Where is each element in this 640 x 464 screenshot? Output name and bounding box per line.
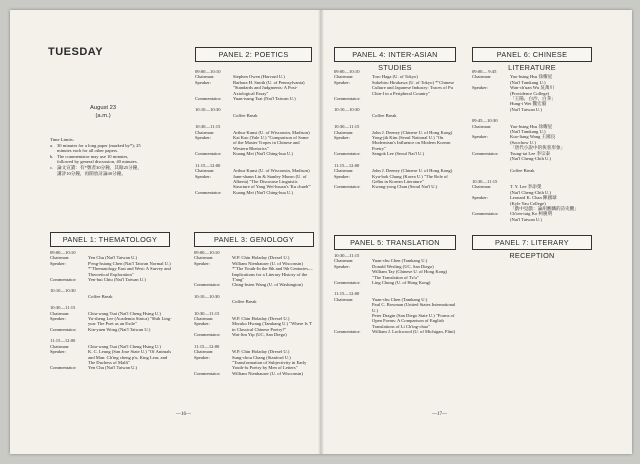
schedule-text: Kai Kao (Yale U.) "Comparison of Some of the Master Tropes in Chinese and Western Rhetorics": [233, 135, 309, 151]
schedule-text: Kwang-yong Chun (Seoul Nat'l U.): [372, 184, 438, 190]
panel-6-title: PANEL 6: CHINESE LITERATURE: [472, 47, 592, 62]
schedule-label: 10:30—11:15: [194, 310, 220, 316]
schedule-label: 10:30—11:15: [472, 178, 498, 184]
schedule-label: Chairman:: [50, 310, 70, 316]
schedule-text: Toro Haga (U. of Tokyo): [372, 74, 418, 80]
schedule-label: Speaker:: [334, 263, 351, 269]
schedule-label: Chairman:: [195, 168, 215, 174]
schedule-label: Speaker:: [195, 173, 212, 179]
schedule-text: Yuan-chu Chen (Tamkang U.): [372, 296, 428, 302]
panel-5-title: PANEL 5: TRANSLATION: [334, 235, 456, 250]
schedule-text: Chiu-wang Tsai (Nat'l Cheng Hsing U.): [88, 343, 161, 349]
schedule-label: Chairman:: [194, 316, 214, 322]
schedule-label: Speaker:: [334, 173, 351, 179]
schedule-text: Sukehiro Hirakawa (U. of Tokyo) *"Chinese Culture and Japanese Industry: Traces of Pu Chin-I in a Peripheral Country": [372, 79, 455, 96]
schedule-text: Ling Chung (U. of Hong Kong): [372, 280, 431, 286]
schedule-text: (Nat'l Taiwan U.): [510, 106, 542, 112]
schedule-label: Speaker:: [194, 354, 211, 360]
schedule-label: Commentator:: [194, 370, 221, 376]
schedule-text: [372, 96, 456, 101]
schedule-text: Barbara H. Smith (U. of Pennsylvania) "Standards and Judgments: A Post-Axiological Essay": [233, 79, 305, 96]
schedule-text: Wai-lim Yip (UC, San Diego): [232, 332, 287, 338]
schedule-label: Chairman:: [195, 129, 215, 135]
schedule-label: Speaker:: [334, 135, 351, 141]
schedule-line: [334, 280, 456, 285]
schedule-label: [194, 299, 232, 304]
schedule-label: [472, 107, 510, 112]
panel-1-schedule: [50, 250, 172, 371]
schedule-line: [334, 313, 456, 329]
schedule-line: [50, 365, 172, 370]
schedule-label: Commentator:: [50, 326, 77, 332]
schedule-label: Chairman:: [334, 168, 354, 174]
schedule-label: 11:15—12:00: [334, 162, 360, 168]
schedule-text: John J. Deeney (Chinese U. of Hong Kong): [372, 168, 453, 174]
schedule-label: 10:30—11:15: [50, 305, 76, 311]
schedule-label: [472, 168, 510, 173]
panel-3-title: PANEL 3: GENOLOGY: [194, 232, 314, 247]
schedule-text: W.P. Chin Holaday (Drexel U.): [232, 255, 290, 261]
schedule-label: Chairman:: [472, 74, 492, 80]
schedule-label: Commentator:: [334, 96, 361, 102]
schedule-line: [195, 113, 313, 118]
schedule-label: Commentator:: [50, 365, 77, 371]
time-limits-title: Time Limits:: [50, 137, 74, 142]
schedule-text: (Kyle Yau College): [510, 200, 546, 206]
schedule-label: [195, 113, 233, 118]
schedule-text: (Nat'l Taiwan U.): [510, 216, 542, 222]
schedule-label: 10:10—10:30: [50, 288, 76, 294]
schedule-line: [194, 299, 314, 304]
schedule-text: Kyu-bok Chung (Korea U.) "The Role of Gelbu in Korean Literature": [372, 173, 448, 184]
schedule-label: Commentator:: [50, 277, 77, 283]
schedule-text: Yuan-tsung Tsai (Nat'l Taiwan U.): [233, 96, 296, 102]
schedule-line: [195, 190, 313, 195]
schedule-label: Chairman:: [194, 349, 214, 355]
schedule-text: Kuang Mei (Nat'l Ching-hua U.): [233, 151, 293, 157]
schedule-line: [334, 135, 456, 151]
schedule-text: Ching-hsien Wang (U. of Washington): [232, 282, 303, 288]
schedule-label: Commentator:: [195, 189, 222, 195]
schedule-label: Commentator:: [194, 332, 221, 338]
page-number-right: —17—: [432, 412, 447, 417]
schedule-text: Sung-chou Chang (Stanford U.) "Transformation of Subjectivity in Early Youth-fu Poetry by Men of Letters": [232, 354, 307, 371]
schedule-text: P'eng-hsiang Chen (Nat'l Taiwan Normal U.): [88, 260, 171, 266]
schedule-label: Speaker:: [50, 349, 67, 355]
panel-2-title: PANEL 2: POETICS: [195, 47, 312, 62]
schedule-line: [195, 80, 313, 96]
schedule-text: Chiu-wang Tsai (Nat'l Cheng Hsing U.): [88, 310, 161, 316]
schedule-label: Speaker:: [194, 321, 211, 327]
page-number-left: —16—: [176, 412, 191, 417]
schedule-line: [472, 168, 590, 173]
schedule-text: William J. Lockwood (U. of Michigan, Flint): [372, 329, 456, 335]
panel-1-title: PANEL 1: THEMATOLOGY: [50, 232, 170, 247]
schedule-line: [334, 302, 456, 313]
schedule-label: Commentator:: [334, 151, 361, 157]
schedule-text: Peter Dragin (San Diego State U.) "Forms of Open Forms: A Comparison of English Translations of Li Ch'ing-chao": [372, 313, 455, 329]
schedule-text: William Nienhauser (U. of Wisconsin) *"The Youth-In the 8th and 9th Centuries—Implications for a Literary History of the T'ang": [232, 260, 313, 283]
schedule-text: Yen Chu (Nat'l Taiwan U.): [88, 365, 138, 371]
schedule-text: Arthur Kunst (U. of Wisconsin, Madison): [233, 129, 310, 135]
schedule-label: Commentator:: [334, 184, 361, 190]
schedule-label: Speaker:: [50, 316, 67, 322]
schedule-line: [472, 107, 590, 112]
schedule-label: [334, 302, 372, 313]
schedule-label: Speaker:: [194, 260, 211, 266]
schedule-text: Coffee Break: [233, 112, 258, 118]
schedule-line: [334, 113, 456, 118]
schedule-text: William Nienhauser (U. of Wisconsin): [232, 370, 303, 376]
panel-3-schedule: [194, 250, 314, 376]
schedule-line: [334, 80, 456, 96]
schedule-text: Coffee Break: [232, 299, 257, 305]
schedule-text: Leonard K. Chan 陳國球: [510, 195, 557, 201]
schedule-line: [50, 349, 172, 365]
time-limit-item: a. 30 minutes for a long paper (marked by*); 25 minutes each for all other papers.: [50, 142, 141, 154]
schedule-text: Kin-yuen Wong (Nat'l Taiwan U.): [88, 326, 151, 332]
schedule-text: K. C. Leung (San Jose State U.) "Of Animals and Man: Ch'ing cheng p'u, King Lear, and The Duchess of Malfi": [88, 349, 172, 365]
schedule-text: Tsung-tai Lee 李宗泰: [510, 150, 551, 156]
schedule-label: Speaker:: [195, 79, 212, 85]
schedule-label: Speaker:: [472, 134, 489, 140]
schedule-label: Chairman:: [50, 255, 70, 261]
schedule-text: Coffee Break: [372, 112, 397, 118]
time-limits: [50, 137, 142, 176]
schedule-text: Kuo-liang Wang 王國良: [510, 134, 556, 140]
schedule-label: Commentator:: [472, 211, 499, 217]
schedule-text: William Tay (Chinese U. of Hong Kong): [372, 269, 448, 275]
schedule-label: Speaker:: [50, 260, 67, 266]
schedule-text: Coffee Break: [510, 167, 535, 173]
schedule-line: [472, 156, 590, 161]
schedule-line: [195, 174, 313, 190]
schedule-label: [334, 313, 372, 329]
schedule-text: (Nat'l Cheng-Chih U.): [510, 156, 552, 162]
schedule-text: Donald Wesling (UC, San Diego): [372, 263, 434, 269]
schedule-label: [50, 266, 88, 277]
schedule-label: Speaker:: [195, 135, 212, 141]
schedule-line: [50, 294, 172, 299]
schedule-label: Commentator:: [334, 280, 361, 286]
schedule-text: Moruko Hwang (Tamkang U.) "Where Is 'I' in Classical Chinese Poetry?": [232, 321, 313, 332]
schedule-label: 09:00—10:10: [334, 69, 360, 74]
schedule-line: [195, 96, 313, 101]
schedule-line: [50, 316, 172, 327]
schedule-line: [50, 277, 172, 282]
schedule-line: [194, 371, 314, 376]
schedule-label: Chairman:: [334, 258, 354, 264]
schedule-label: Speaker:: [334, 79, 351, 85]
schedule-line: [472, 217, 590, 222]
schedule-text: John J. Deeney (Chinese U. of Hong Kong): [372, 129, 453, 135]
schedule-text: W.P. Chin Holaday (Drexel U.): [232, 316, 290, 322]
schedule-label: 10:30—11:15: [334, 124, 360, 130]
day-heading: TUESDAY: [48, 46, 104, 58]
schedule-label: Chairman:: [195, 74, 215, 80]
schedule-label: Commentator:: [472, 150, 499, 156]
schedule-label: [472, 217, 510, 222]
schedule-label: Commentator:: [195, 151, 222, 157]
schedule-text: Coffee Break: [88, 293, 113, 299]
schedule-label: [472, 156, 510, 161]
schedule-label: 11:15—12:00: [195, 162, 221, 168]
schedule-label: 10:10—10:30: [194, 293, 220, 299]
schedule-text: (Providence College): [510, 90, 550, 96]
time-limit-item: b. The commentator may use 10 minutes, followed by general discussion, 40 minutes.: [50, 153, 138, 165]
schedule-label: Chairman:: [194, 255, 214, 261]
schedule-label: 11:15—12:00: [334, 291, 360, 297]
schedule-line: [334, 329, 456, 334]
schedule-label: Chairman:: [472, 184, 492, 190]
schedule-text: Hung-i Wei 魏宏毅: [510, 101, 547, 107]
schedule-text: 「唐代小說中的俠客形象」: [510, 145, 566, 151]
schedule-text: Ch'ien-tuig Ko 柯慶明: [510, 211, 553, 217]
schedule-text: Yuan-chu Chen (Tamkang U.): [372, 258, 428, 264]
schedule-text: "The Translation of Tz'u": [372, 274, 419, 280]
schedule-text: (Nat'l Tamkang U.): [510, 79, 546, 85]
date-block: [90, 104, 116, 120]
schedule-text: Yong-jik Kim (Seoul National U.) "On Modernism's Influence on Modern Korean Poetry": [372, 135, 451, 151]
time-limit-item: c. 論文宣讀：有*號者30分鐘，其餘25分鐘，講評10分鐘，再開放討論40分鐘。: [50, 164, 142, 176]
schedule-label: Commentator:: [194, 282, 221, 288]
schedule-text: Stephen Owen (Harvard U.): [233, 74, 285, 80]
schedule-text: (Nat'l Cheng-Chih U.): [510, 189, 552, 195]
schedule-text: T. Y. Lee 李添榮: [510, 184, 542, 190]
schedule-line: [334, 174, 456, 185]
schedule-label: 10:10—10:30: [334, 107, 360, 113]
schedule-text: 「戲中見戲：論胡應麟的詩史觀」: [510, 205, 579, 211]
schedule-label: Chairman:: [334, 129, 354, 135]
panel-7-title: PANEL 7: LITERARY RECEPTION: [472, 235, 592, 250]
schedule-line: [194, 332, 314, 337]
schedule-line: [334, 151, 456, 156]
panel-2-schedule: [195, 69, 313, 195]
schedule-text: Paul C. Bowman (United States International U.): [372, 302, 456, 313]
schedule-text: Sangok Lee (Seoul Nat'l U.): [372, 151, 424, 157]
schedule-text: Jann-shann Lin & Stanley Munro (U. of Alberta) "The Discourse Linguistic Structure of Yang Wei-hsuan's 'Ku chueh'": [233, 173, 311, 190]
schedule-line: [195, 151, 313, 156]
schedule-text: Kuang Mei (Nat'l Ching-hua U.): [233, 189, 293, 195]
schedule-label: Commentator:: [195, 96, 222, 102]
schedule-text: (Soochow U.): [510, 139, 536, 145]
schedule-text: *"Thematology East and West: A Survey and Theoretical Exploration": [88, 266, 171, 277]
schedule-line: [334, 96, 456, 101]
schedule-text: Yen-hui Chiu (Nat'l Taiwan U.): [88, 277, 146, 283]
schedule-text: Yao-hsing Hsu 徐耀星: [510, 123, 553, 129]
schedule-label: Commentator:: [334, 329, 361, 335]
schedule-label: 11:15—12:00: [50, 338, 76, 344]
panel-6-schedule: [472, 69, 590, 222]
schedule-label: 09:00—10:10: [195, 69, 221, 74]
panel-5-schedule: [334, 253, 456, 335]
schedule-text: Yu-sheng Lee (Academia Sinica) "Shih Ling-yun: The Poet as an Exile": [88, 316, 172, 327]
schedule-label: 10:30—11:15: [195, 124, 221, 130]
schedule-text: Arthur Kunst (U. of Wisconsin, Madison): [233, 168, 310, 174]
schedule-label: Speaker:: [472, 85, 489, 91]
schedule-label: Speaker:: [472, 195, 489, 201]
session-text: (a.m.): [95, 113, 111, 119]
schedule-line: [195, 135, 313, 151]
schedule-line: [194, 261, 314, 283]
schedule-label: Chairman:: [50, 343, 70, 349]
schedule-label: 09:00— 9:45: [472, 69, 497, 74]
schedule-line: [194, 282, 314, 287]
right-page: [322, 10, 632, 454]
left-page: [10, 10, 322, 454]
schedule-label: Chairman:: [334, 74, 354, 80]
schedule-label: 10:30—11:15: [334, 253, 360, 258]
schedule-text: Yao-hsing Hsu 徐耀星: [510, 74, 553, 80]
schedule-label: 09:00—10:10: [50, 250, 76, 255]
schedule-label: 09:00—10:10: [194, 250, 220, 255]
schedule-text: 「王陽、白沙、白茅」: [510, 96, 556, 102]
schedule-line: [194, 355, 314, 371]
schedule-label: 11:15—12:00: [194, 343, 220, 349]
schedule-text: Yen Chu (Nat'l Taiwan U.): [88, 255, 138, 261]
schedule-label: Chairman:: [472, 123, 492, 129]
schedule-text: (Nat'l Tamkang U.): [510, 129, 546, 135]
schedule-label: 09:45—10:30: [472, 118, 498, 124]
schedule-label: Chairman:: [334, 296, 354, 302]
schedule-line: [50, 327, 172, 332]
schedule-label: [334, 113, 372, 118]
schedule-text: Wan-ch'uan Wu 吳萬川: [510, 85, 555, 91]
panel-4-schedule: [334, 69, 456, 190]
schedule-label: [50, 294, 88, 299]
schedule-label: 10:10—10:30: [195, 107, 221, 113]
schedule-line: [50, 266, 172, 277]
schedule-line: [194, 321, 314, 332]
date-text: August 23: [90, 105, 117, 111]
schedule-line: [334, 184, 456, 189]
panel-4-title: PANEL 4: INTER-ASIAN STUDIES: [334, 47, 456, 62]
schedule-text: W.P. Chin Holaday (Drexel U.): [232, 349, 290, 355]
